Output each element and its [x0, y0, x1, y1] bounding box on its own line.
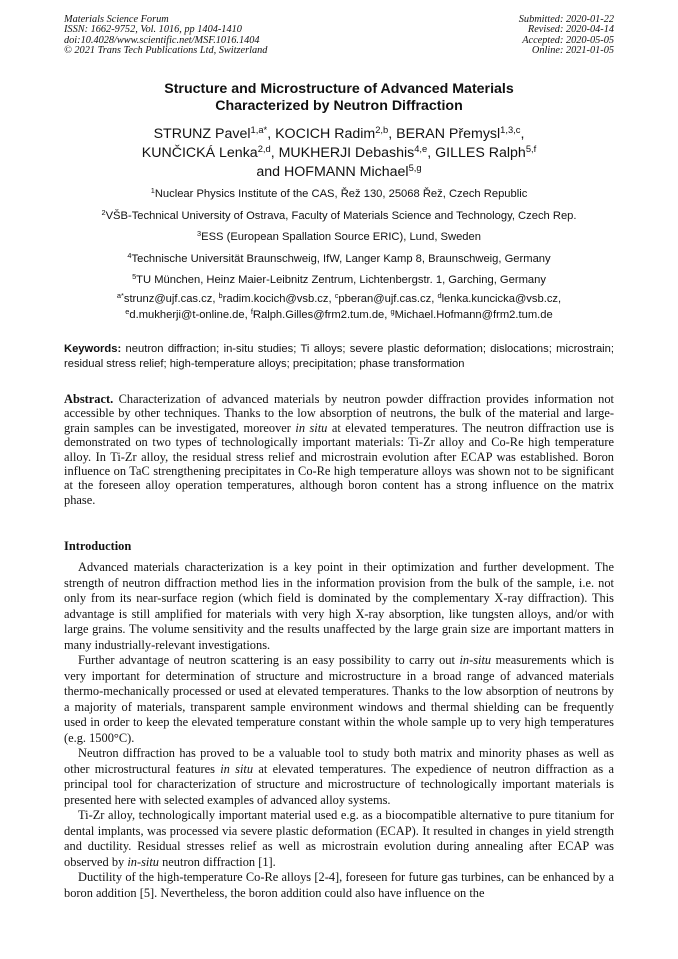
email-link[interactable]: Ralph.Gilles@frm2.tum.de [252, 308, 385, 321]
author: MUKHERJI Debashis$^{4,e}$ [278, 144, 428, 161]
email-link[interactable]: pberan@ujf.cas.cz [338, 293, 432, 305]
author: GILLES Ralph$^{5,f}$ [435, 144, 537, 161]
email-link[interactable]: lenka.kuncicka@vsb.cz [441, 293, 559, 305]
journal-copyright: © 2021 Trans Tech Publications Ltd, Switzerland [64, 45, 268, 57]
journal-issn: ISSN: 1662-9752, Vol. 1016, pp 1404-1410 [64, 24, 242, 36]
paper-title [0, 81, 678, 115]
email-link[interactable]: radim.kocich@vsb.cz [222, 293, 329, 305]
date-accepted: Accepted: 2020-05-05 [522, 34, 614, 46]
paragraph: Further advantage of neutron scattering is an easy possibility to carry out in-situ measurements which is very important for determination of structure and microstructure in a broad range of advanced materials thermo-mechanically processed or used at elevated temperatures. Thanks to the low absorption of neutrons by a majority of materials, transparent sample environment windows and thermal shielding can be frequently used in order to keep the elevated temperature constant within the whole sample up to very high temperatures (e.g. 1500°C). [64, 653, 615, 745]
affiliation: $^3$ESS (European Spallation Source ERIC), Lund, Sweden [197, 229, 481, 243]
author-line: KUNČICKÁ Lenka$^{2,d}$, MUKHERJI Debashis$^{4,e}$, GILLES Ralph$^{5,f}$ [141, 144, 537, 161]
author: KUNČICKÁ Lenka$^{2,d}$ [141, 144, 271, 161]
email-link[interactable]: strunz@ujf.cas.cz [123, 293, 213, 305]
journal-name: Materials Science Forum [64, 14, 169, 25]
affiliation: $^4$Technische Universität Braunschweig, IfW, Langer Kamp 8, Braunschweig, Germany [127, 250, 551, 265]
keywords [64, 342, 614, 371]
title-line-1: Structure and Microstructure of Advanced Materials [164, 81, 514, 97]
affiliation: $^1$Nuclear Physics Institute of the CAS, Řež 130, 25068 Řež, Czech Republic [150, 186, 528, 200]
publication-dates [519, 15, 614, 57]
abstract-label: Abstract. [64, 392, 114, 406]
author-list [0, 125, 678, 182]
author: KOCICH Radim$^{2,b}$ [275, 125, 389, 142]
date-submitted: Submitted: 2020-01-22 [518, 14, 614, 25]
keywords-text: neutron diffraction; in-situ studies; Ti alloys; severe plastic deformation; dislocations; microstrain; residual stress relief; high-temperature alloys; precipitation; phase transformation [64, 343, 614, 370]
journal-info [64, 15, 267, 57]
author-emails [20, 292, 658, 323]
introduction-body [64, 560, 614, 901]
abstract: Abstract. Characterization of advanced materials by neutron powder diffraction provides information not accessible by other techniques. Thanks to the low absorption of neutrons, the bulk of the material and large-grain samples can be investigated, moreover in situ at elevated temperatures. The neutron diffraction use is demonstrated on two types of technologically important materials: Ti-Zr alloy and Co-Re high temperature alloy. In Ti-Zr alloy, the residual stress relief and microstrain evolution after ECAP was established. Boron influence on TaC strengthening precipitates in Co-Re high temperature alloys was shown not to be significant at the foreseen alloy operation temperatures, although boron content has a strong influence on the matrix phase. [64, 392, 614, 507]
paragraph: Advanced materials characterization is a key point in their optimization and further development. The strength of neutron diffraction method lies in the information provision from the bulk of the sample, i.e. not only from its near-surface region (which field is dominated by the complementary X-ray diffraction). This advantage is still amplified for materials with very high X-ray absorption, like tungsten alloys, and/or with large grains. The volume sensitivity and the results unaffected by the large grain size are important matters in many industrially-relevant investigations. [64, 560, 614, 652]
title-line-2: Characterized by Neutron Diffraction [215, 98, 463, 114]
keywords-label: Keywords: [64, 343, 122, 355]
date-online: Online: 2021-01-05 [531, 45, 614, 57]
paragraph: Ductility of the high-temperature Co-Re alloys [2-4], foreseen for future gas turbines, can be enhanced by a boron addition [5]. Nevertheless, the boron addition could also have influence on the [64, 870, 614, 900]
paragraph: Ti-Zr alloy, technologically important material used e.g. as a biocompatible alternative to pure titanium for dental implants, was processed via severe plastic deformation (ECAP). It resulted in changes in yield strength and ductility. Residual stresses relief as well as microstrain evolution during annealing after ECAP was observed by in-situ neutron diffraction [1]. [64, 808, 614, 869]
email-line: $^e$d.mukherji@t-online.de, $^f$Ralph.Gilles@frm2.tum.de, $^g$Michael.Hofmann@frm2.tum.de [125, 306, 553, 321]
email-link[interactable]: Michael.Hofmann@frm2.tum.de [394, 308, 553, 321]
affiliation: $^5$TU München, Heinz Maier-Leibnitz Zentrum, Lichtenbergstr. 1, Garching, Germany [132, 272, 546, 286]
author: HOFMANN Michael$^{5,g}$ [284, 163, 422, 180]
author: STRUNZ Pavel$^{1,a*}$ [153, 125, 268, 142]
author-line: and HOFMANN Michael$^{5,g}$ [256, 163, 422, 180]
paragraph: Neutron diffraction has proved to be a valuable tool to study both matrix and minority phases as well as other microstructural features in situ at elevated temperatures. The expedience of neutron diffraction as a principal tool for characterization of structure and microstructure of technologically important materials is presented here with selected examples of advanced alloy systems. [64, 746, 615, 807]
section-heading-introduction: Introduction [64, 539, 132, 553]
date-revised: Revised: 2020-04-14 [527, 24, 614, 36]
affiliation: $^2$VŠB-Technical University of Ostrava, Faculty of Materials Science and Technology, Czech Rep. [101, 207, 577, 222]
journal-doi[interactable]: doi:10.4028/www.scientific.net/MSF.1016.1404 [64, 34, 260, 46]
affiliations [20, 187, 658, 295]
email-line: $^{a*}$strunz@ujf.cas.cz, $^b$radim.kocich@vsb.cz, $^c$pberan@ujf.cas.cz, $^d$lenka.kuncicka@vsb.cz, [116, 291, 562, 305]
author-line: STRUNZ Pavel$^{1,a*}$, KOCICH Radim$^{2,b}$, BERAN Přemysl$^{1,3,c}$, [153, 125, 525, 142]
author: BERAN Přemysl$^{1,3,c}$ [396, 125, 521, 142]
email-link[interactable]: d.mukherji@t-online.de [129, 308, 245, 321]
